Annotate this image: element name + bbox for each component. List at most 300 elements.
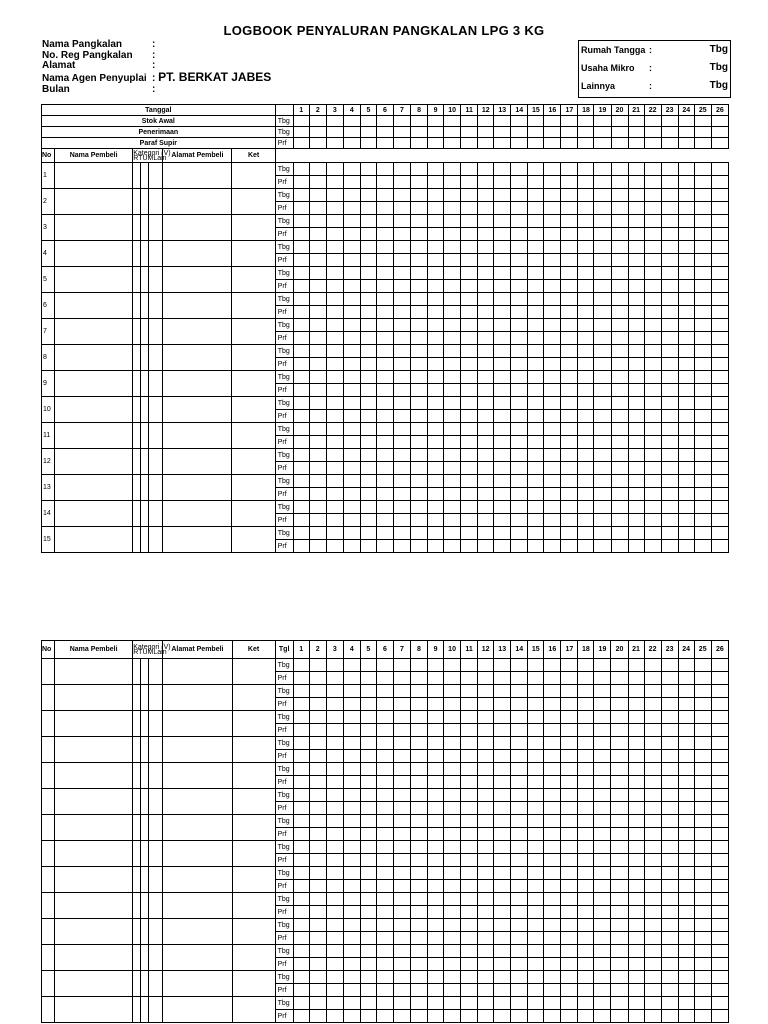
- alamat-pembeli-cell[interactable]: [163, 841, 232, 867]
- day-cell: [511, 763, 528, 776]
- nama-pembeli-cell[interactable]: [55, 789, 133, 815]
- kategori-check-cell[interactable]: [149, 711, 163, 737]
- ket-cell[interactable]: [232, 215, 275, 241]
- kategori-check-cell[interactable]: [133, 267, 141, 293]
- day-cell: [360, 750, 376, 763]
- ket-cell[interactable]: [232, 319, 275, 345]
- kategori-check-cell[interactable]: [133, 711, 141, 737]
- day-cell: [628, 958, 644, 971]
- kategori-check-cell[interactable]: [141, 893, 149, 919]
- day-cell: [478, 984, 494, 997]
- kategori-check-cell[interactable]: [141, 737, 149, 763]
- alamat-pembeli-cell[interactable]: [163, 423, 232, 449]
- kategori-check-cell[interactable]: [149, 475, 163, 501]
- nama-pembeli-cell[interactable]: [55, 997, 133, 1023]
- day-cell: [376, 475, 393, 488]
- kategori-check-cell[interactable]: [149, 971, 163, 997]
- logbook-table-page2: [41, 640, 729, 1023]
- ket-cell[interactable]: [232, 501, 275, 527]
- entry-row-tbg: [42, 241, 729, 254]
- day-cell: [678, 841, 694, 854]
- kategori-check-cell[interactable]: [141, 397, 149, 423]
- alamat-pembeli-cell[interactable]: [163, 971, 232, 997]
- day-cell: [628, 189, 644, 202]
- day-cell: [411, 241, 428, 254]
- day-cell: [578, 462, 594, 475]
- day-cell: [461, 1010, 478, 1023]
- day-cell: [309, 685, 326, 698]
- nama-pembeli-cell[interactable]: [55, 345, 133, 371]
- day-cell: [511, 228, 528, 241]
- alamat-pembeli-cell[interactable]: [163, 267, 232, 293]
- nama-pembeli-cell[interactable]: [55, 841, 133, 867]
- kategori-check-cell[interactable]: [133, 345, 141, 371]
- alamat-pembeli-cell[interactable]: [163, 163, 232, 189]
- day-cell: [360, 919, 376, 932]
- day-cell: [661, 867, 678, 880]
- day-cell: [594, 984, 611, 997]
- ket-cell[interactable]: [232, 659, 275, 685]
- ket-cell[interactable]: [232, 867, 275, 893]
- day-cell: [461, 945, 478, 958]
- kategori-check-cell[interactable]: [133, 241, 141, 267]
- kategori-check-cell[interactable]: [133, 841, 141, 867]
- kategori-check-cell[interactable]: [133, 215, 141, 241]
- day-cell: [544, 332, 561, 345]
- day-cell: [478, 880, 494, 893]
- day-cell: [561, 449, 578, 462]
- kategori-check-cell[interactable]: [141, 789, 149, 815]
- day-cell: [678, 685, 694, 698]
- day-cell: [561, 685, 578, 698]
- ket-cell[interactable]: [232, 423, 275, 449]
- day-header-21: 21: [628, 105, 644, 116]
- kategori-check-cell[interactable]: [141, 163, 149, 189]
- day-cell: [376, 659, 393, 672]
- kategori-check-cell[interactable]: [141, 215, 149, 241]
- ket-cell[interactable]: [232, 763, 275, 789]
- day-cell: [444, 202, 461, 215]
- alamat-pembeli-cell[interactable]: [163, 449, 232, 475]
- ket-cell[interactable]: [232, 919, 275, 945]
- nama-pembeli-cell[interactable]: [55, 737, 133, 763]
- day-cell: [661, 984, 678, 997]
- day-cell: [326, 127, 343, 138]
- ket-cell[interactable]: [232, 293, 275, 319]
- day-cell: [694, 997, 711, 1010]
- kategori-check-cell[interactable]: [149, 319, 163, 345]
- day-cell: [628, 501, 644, 514]
- kategori-check-cell[interactable]: [133, 971, 141, 997]
- kategori-check-cell[interactable]: [141, 945, 149, 971]
- kategori-check-cell[interactable]: [141, 919, 149, 945]
- alamat-pembeli-cell[interactable]: [163, 763, 232, 789]
- kategori-check-cell[interactable]: [133, 789, 141, 815]
- ket-cell[interactable]: [232, 397, 275, 423]
- day-cell: [661, 854, 678, 867]
- alamat-pembeli-cell[interactable]: [163, 997, 232, 1023]
- day-cell: [678, 254, 694, 267]
- alamat-pembeli-cell[interactable]: [163, 293, 232, 319]
- kategori-check-cell[interactable]: [141, 319, 149, 345]
- day-cell: [711, 932, 728, 945]
- kategori-check-cell[interactable]: [133, 475, 141, 501]
- day-cell: [661, 267, 678, 280]
- kategori-check-cell[interactable]: [141, 971, 149, 997]
- day-cell: [611, 815, 628, 828]
- day-header-25: 25: [694, 105, 711, 116]
- kategori-check-cell[interactable]: [149, 919, 163, 945]
- day-cell: [326, 527, 343, 540]
- alamat-pembeli-cell[interactable]: [163, 527, 232, 553]
- day-cell: [478, 750, 494, 763]
- kategori-check-cell[interactable]: [149, 815, 163, 841]
- day-cell: [444, 763, 461, 776]
- kategori-check-cell[interactable]: [149, 449, 163, 475]
- day-cell: [343, 163, 360, 176]
- day-cell: [544, 202, 561, 215]
- day-cell: [326, 958, 343, 971]
- ket-cell[interactable]: [232, 371, 275, 397]
- day-cell: [694, 202, 711, 215]
- day-cell: [494, 189, 511, 202]
- kategori-check-cell[interactable]: [141, 189, 149, 215]
- day-cell: [411, 176, 428, 189]
- alamat-pembeli-cell[interactable]: [163, 711, 232, 737]
- entry-row-tbg: [42, 215, 729, 228]
- alamat-pembeli-cell[interactable]: [163, 945, 232, 971]
- day-cell: [461, 163, 478, 176]
- day-cell: [478, 116, 494, 127]
- ket-cell[interactable]: [232, 475, 275, 501]
- nama-pembeli-cell[interactable]: [55, 501, 133, 527]
- kategori-check-cell[interactable]: [149, 841, 163, 867]
- nama-pembeli-cell[interactable]: [55, 449, 133, 475]
- kategori-check-cell[interactable]: [149, 685, 163, 711]
- day-cell: [494, 971, 511, 984]
- nama-pembeli-cell[interactable]: [55, 475, 133, 501]
- day-cell: [393, 958, 410, 971]
- day-cell: [711, 1010, 728, 1023]
- nama-pembeli-cell[interactable]: [55, 319, 133, 345]
- alamat-pembeli-cell[interactable]: [163, 919, 232, 945]
- kategori-check-cell[interactable]: [141, 371, 149, 397]
- alamat-pembeli-cell[interactable]: [163, 215, 232, 241]
- alamat-pembeli-cell[interactable]: [163, 815, 232, 841]
- kategori-check-cell[interactable]: [141, 449, 149, 475]
- kategori-check-cell[interactable]: [141, 527, 149, 553]
- kategori-check-cell[interactable]: [141, 345, 149, 371]
- kategori-check-cell[interactable]: [133, 501, 141, 527]
- kategori-check-cell[interactable]: [141, 423, 149, 449]
- kategori-check-cell[interactable]: [149, 945, 163, 971]
- ket-cell[interactable]: [232, 945, 275, 971]
- ket-cell[interactable]: [232, 189, 275, 215]
- day-cell: [678, 306, 694, 319]
- day-cell: [561, 189, 578, 202]
- day-cell: [661, 501, 678, 514]
- kategori-check-cell[interactable]: [133, 449, 141, 475]
- day-cell: [611, 345, 628, 358]
- day-cell: [393, 202, 410, 215]
- day-cell: [376, 332, 393, 345]
- kategori-check-cell[interactable]: [133, 189, 141, 215]
- day-cell: [511, 475, 528, 488]
- alamat-pembeli-cell[interactable]: [163, 685, 232, 711]
- day-cell: [461, 880, 478, 893]
- day-cell: [528, 293, 544, 306]
- kategori-check-cell[interactable]: [149, 267, 163, 293]
- kategori-check-cell[interactable]: [141, 293, 149, 319]
- day-cell: [360, 267, 376, 280]
- day-cell: [694, 267, 711, 280]
- kategori-check-cell[interactable]: [141, 241, 149, 267]
- alamat-pembeli-cell[interactable]: [163, 501, 232, 527]
- alamat-pembeli-cell[interactable]: [163, 789, 232, 815]
- kategori-check-cell[interactable]: [149, 867, 163, 893]
- kategori-check-cell[interactable]: [133, 397, 141, 423]
- day-cell: [478, 475, 494, 488]
- kategori-check-cell[interactable]: [149, 189, 163, 215]
- day-cell: [661, 815, 678, 828]
- day-cell: [578, 672, 594, 685]
- nama-pembeli-cell[interactable]: [55, 267, 133, 293]
- day-cell: [444, 737, 461, 750]
- day-cell: [661, 254, 678, 267]
- day-cell: [376, 215, 393, 228]
- day-cell: [393, 540, 410, 553]
- kategori-check-cell[interactable]: [133, 737, 141, 763]
- nama-pembeli-cell[interactable]: [55, 711, 133, 737]
- kategori-check-cell[interactable]: [149, 659, 163, 685]
- day-cell: [410, 659, 427, 672]
- ket-cell[interactable]: [232, 997, 275, 1023]
- ket-cell[interactable]: [232, 789, 275, 815]
- ket-cell[interactable]: [232, 815, 275, 841]
- nama-pembeli-cell[interactable]: [55, 423, 133, 449]
- ket-cell[interactable]: [232, 527, 275, 553]
- alamat-pembeli-cell[interactable]: [163, 867, 232, 893]
- day-cell: [393, 488, 410, 501]
- kategori-check-cell[interactable]: [149, 241, 163, 267]
- ket-cell[interactable]: [232, 971, 275, 997]
- day-cell: [461, 698, 478, 711]
- nama-pembeli-cell[interactable]: [55, 371, 133, 397]
- nama-pembeli-cell[interactable]: [55, 241, 133, 267]
- kategori-check-cell[interactable]: [149, 397, 163, 423]
- nama-pembeli-cell[interactable]: [55, 685, 133, 711]
- day-cell: [528, 880, 544, 893]
- day-cell: [578, 176, 594, 189]
- day-cell: [494, 345, 511, 358]
- day-cell: [628, 176, 644, 189]
- day-cell: [694, 540, 711, 553]
- kategori-check-cell[interactable]: [141, 267, 149, 293]
- day-cell: [428, 436, 444, 449]
- alamat-pembeli-cell[interactable]: [163, 189, 232, 215]
- kategori-check-cell[interactable]: [141, 659, 149, 685]
- kategori-check-cell[interactable]: [149, 997, 163, 1023]
- day-cell: [611, 737, 628, 750]
- day-cell: [461, 384, 478, 397]
- kategori-check-cell[interactable]: [133, 163, 141, 189]
- day-cell: [410, 945, 427, 958]
- kategori-check-cell[interactable]: [149, 345, 163, 371]
- alamat-pembeli-cell[interactable]: [163, 893, 232, 919]
- kategori-check-cell[interactable]: [133, 893, 141, 919]
- kategori-check-cell[interactable]: [133, 685, 141, 711]
- kategori-check-cell[interactable]: [133, 867, 141, 893]
- kategori-check-cell[interactable]: [133, 945, 141, 971]
- nama-pembeli-cell[interactable]: [55, 867, 133, 893]
- kategori-check-cell[interactable]: [133, 319, 141, 345]
- day-cell: [578, 984, 594, 997]
- day-cell: [544, 176, 561, 189]
- day-cell: [293, 945, 309, 958]
- kategori-check-cell[interactable]: [141, 711, 149, 737]
- ket-cell[interactable]: [232, 449, 275, 475]
- ket-cell[interactable]: [232, 163, 275, 189]
- kategori-check-cell[interactable]: [141, 475, 149, 501]
- day-cell: [411, 163, 428, 176]
- day-cell: [478, 958, 494, 971]
- kategori-check-cell[interactable]: [149, 501, 163, 527]
- kategori-check-cell[interactable]: [141, 841, 149, 867]
- nama-pembeli-cell[interactable]: [55, 893, 133, 919]
- nama-pembeli-cell[interactable]: [55, 815, 133, 841]
- kategori-check-cell[interactable]: [133, 815, 141, 841]
- column-header-row: [42, 149, 729, 163]
- day-cell: [578, 958, 594, 971]
- ket-cell[interactable]: [232, 345, 275, 371]
- nama-pembeli-cell[interactable]: [55, 659, 133, 685]
- kategori-check-cell[interactable]: [149, 893, 163, 919]
- day-cell: [309, 737, 326, 750]
- kategori-check-cell[interactable]: [133, 919, 141, 945]
- day-cell: [661, 228, 678, 241]
- kategori-check-cell[interactable]: [133, 659, 141, 685]
- day-cell: [494, 332, 511, 345]
- alamat-pembeli-cell[interactable]: [163, 241, 232, 267]
- kategori-check-cell[interactable]: [149, 215, 163, 241]
- day-cell: [661, 345, 678, 358]
- day-header-9: 9: [428, 105, 444, 116]
- alamat-pembeli-cell[interactable]: [163, 345, 232, 371]
- day-cell: [544, 867, 561, 880]
- kategori-check-cell[interactable]: [149, 371, 163, 397]
- ket-cell[interactable]: [232, 267, 275, 293]
- day-cell: [293, 138, 309, 149]
- day-cell: [293, 228, 309, 241]
- ket-cell[interactable]: [232, 241, 275, 267]
- nama-pembeli-cell[interactable]: [55, 763, 133, 789]
- kategori-check-cell[interactable]: [149, 737, 163, 763]
- kategori-check-cell[interactable]: [133, 997, 141, 1023]
- day-cell: [561, 410, 578, 423]
- day-cell: [644, 527, 661, 540]
- ket-cell[interactable]: [232, 737, 275, 763]
- kategori-check-cell[interactable]: [133, 763, 141, 789]
- kategori-check-cell[interactable]: [133, 293, 141, 319]
- alamat-pembeli-cell[interactable]: [163, 371, 232, 397]
- day-cell: [661, 384, 678, 397]
- day-cell: [444, 997, 461, 1010]
- kategori-check-cell[interactable]: [149, 163, 163, 189]
- alamat-pembeli-cell[interactable]: [163, 397, 232, 423]
- day-cell: [694, 841, 711, 854]
- day-cell: [628, 449, 644, 462]
- day-cell: [711, 698, 728, 711]
- alamat-pembeli-cell[interactable]: [163, 475, 232, 501]
- day-cell: [661, 138, 678, 149]
- day-cell: [611, 319, 628, 332]
- alamat-pembeli-cell[interactable]: [163, 737, 232, 763]
- day-cell: [444, 841, 461, 854]
- day-cell: [461, 475, 478, 488]
- nama-pembeli-cell[interactable]: [55, 527, 133, 553]
- ket-cell[interactable]: [232, 893, 275, 919]
- nama-pembeli-cell[interactable]: [55, 397, 133, 423]
- alamat-pembeli-cell[interactable]: [163, 319, 232, 345]
- kategori-check-cell[interactable]: [149, 763, 163, 789]
- kategori-check-cell[interactable]: [141, 501, 149, 527]
- kategori-check-cell[interactable]: [149, 789, 163, 815]
- nama-pembeli-cell[interactable]: [55, 293, 133, 319]
- kategori-check-cell[interactable]: [141, 685, 149, 711]
- day-cell: [678, 116, 694, 127]
- alamat-pembeli-cell[interactable]: [163, 659, 232, 685]
- day-cell: [678, 867, 694, 880]
- unit-tbg: Tbg: [275, 763, 293, 776]
- nama-pembeli-cell[interactable]: [55, 189, 133, 215]
- day-cell: [678, 828, 694, 841]
- entry-row-tbg: [42, 841, 729, 854]
- nama-pembeli-cell[interactable]: [55, 163, 133, 189]
- day-cell: [343, 828, 360, 841]
- day-cell: [478, 384, 494, 397]
- ket-cell[interactable]: [232, 841, 275, 867]
- kategori-check-cell[interactable]: [141, 997, 149, 1023]
- kategori-check-cell[interactable]: [149, 293, 163, 319]
- kategori-check-cell[interactable]: [133, 371, 141, 397]
- nama-pembeli-cell[interactable]: [55, 919, 133, 945]
- kategori-check-cell[interactable]: [149, 527, 163, 553]
- kategori-check-cell[interactable]: [149, 423, 163, 449]
- day-cell: [578, 163, 594, 176]
- day-cell: [511, 138, 528, 149]
- kategori-check-cell[interactable]: [141, 867, 149, 893]
- day-cell: [376, 672, 393, 685]
- ket-cell[interactable]: [232, 711, 275, 737]
- day-cell: [594, 293, 611, 306]
- col-kategori: [133, 641, 171, 659]
- day-cell: [694, 228, 711, 241]
- header-row: [42, 116, 729, 127]
- kategori-check-cell[interactable]: [141, 815, 149, 841]
- day-cell: [444, 241, 461, 254]
- nama-pembeli-cell[interactable]: [55, 215, 133, 241]
- ket-cell[interactable]: [232, 685, 275, 711]
- day-cell: [594, 867, 611, 880]
- day-cell: [376, 293, 393, 306]
- kategori-check-cell[interactable]: [141, 763, 149, 789]
- nama-pembeli-cell[interactable]: [55, 971, 133, 997]
- nama-pembeli-cell[interactable]: [55, 945, 133, 971]
- day-cell: [544, 254, 561, 267]
- kategori-check-cell[interactable]: [133, 423, 141, 449]
- kategori-check-cell[interactable]: [133, 527, 141, 553]
- day-cell: [360, 789, 376, 802]
